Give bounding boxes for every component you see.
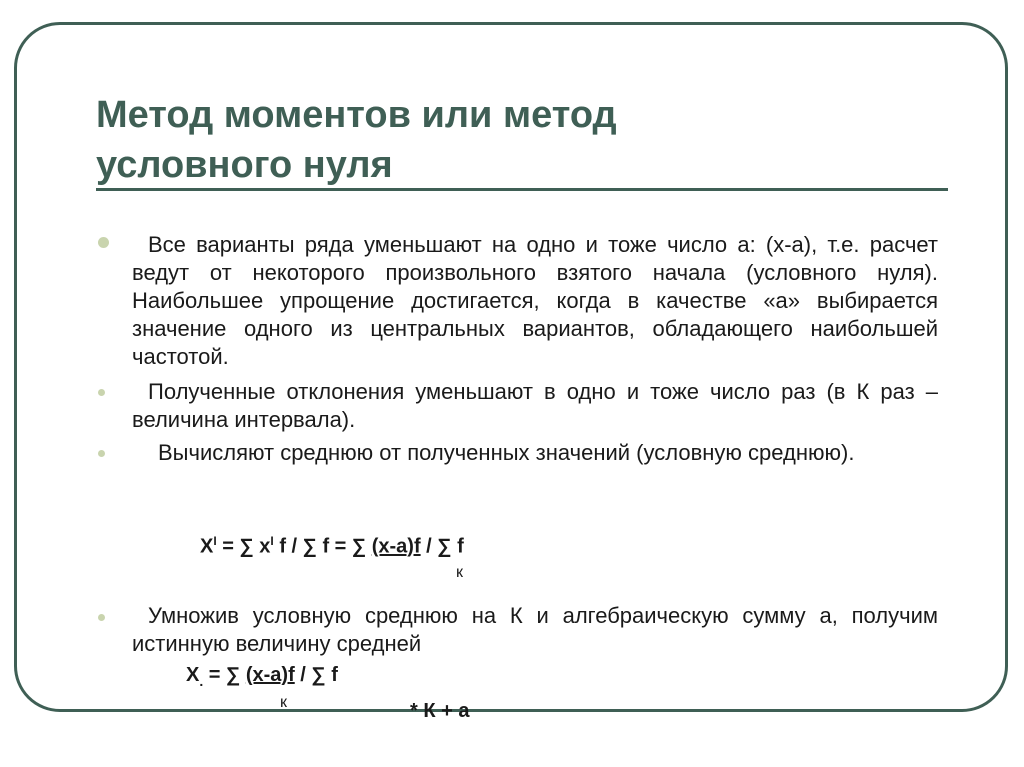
bullet-dot-icon (98, 389, 105, 396)
title-underline (96, 188, 948, 191)
formula-2-subscript: к (280, 694, 287, 711)
bullet-1: Все варианты ряда уменьшают на одно и тоже число а: (х-а), т.е. расчет ведут от некоторого произвольного взятого начала (условного нуля). Наибольшее упрощение достигается, когда в качестве «а» выбирается значение одного из центральных вариантов, обладающего наибольшей частотой. (132, 232, 938, 369)
bullet-3: Вычисляют среднюю от полученных значений (условную среднюю). (158, 440, 855, 465)
bullet-dot-icon (98, 237, 109, 248)
slide-title (96, 90, 936, 190)
bullet-dot-icon (98, 450, 105, 457)
bullet-2: Полученные отклонения уменьшают в одно и тоже число раз (в К раз – величина интервала). (132, 379, 938, 432)
formula-true-mean: $X_.$ = ∑ (x-a)f / ∑ f (186, 664, 338, 689)
formula-2-tail: * К + а (410, 700, 470, 722)
title-line-1: Метод моментов или метод (96, 94, 617, 136)
formula-1-subscript: к (456, 564, 463, 581)
bullet-4: Умножив условную среднюю на К и алгебраическую сумму а, получим истинную величину средней (132, 603, 938, 656)
formula-conditional-mean: $X^I$ = ∑ $x^I$ f / ∑ f = ∑ (x-a)f / ∑ f (200, 534, 464, 558)
bullet-dot-icon (98, 614, 105, 621)
title-line-2: условного нуля (96, 144, 393, 186)
